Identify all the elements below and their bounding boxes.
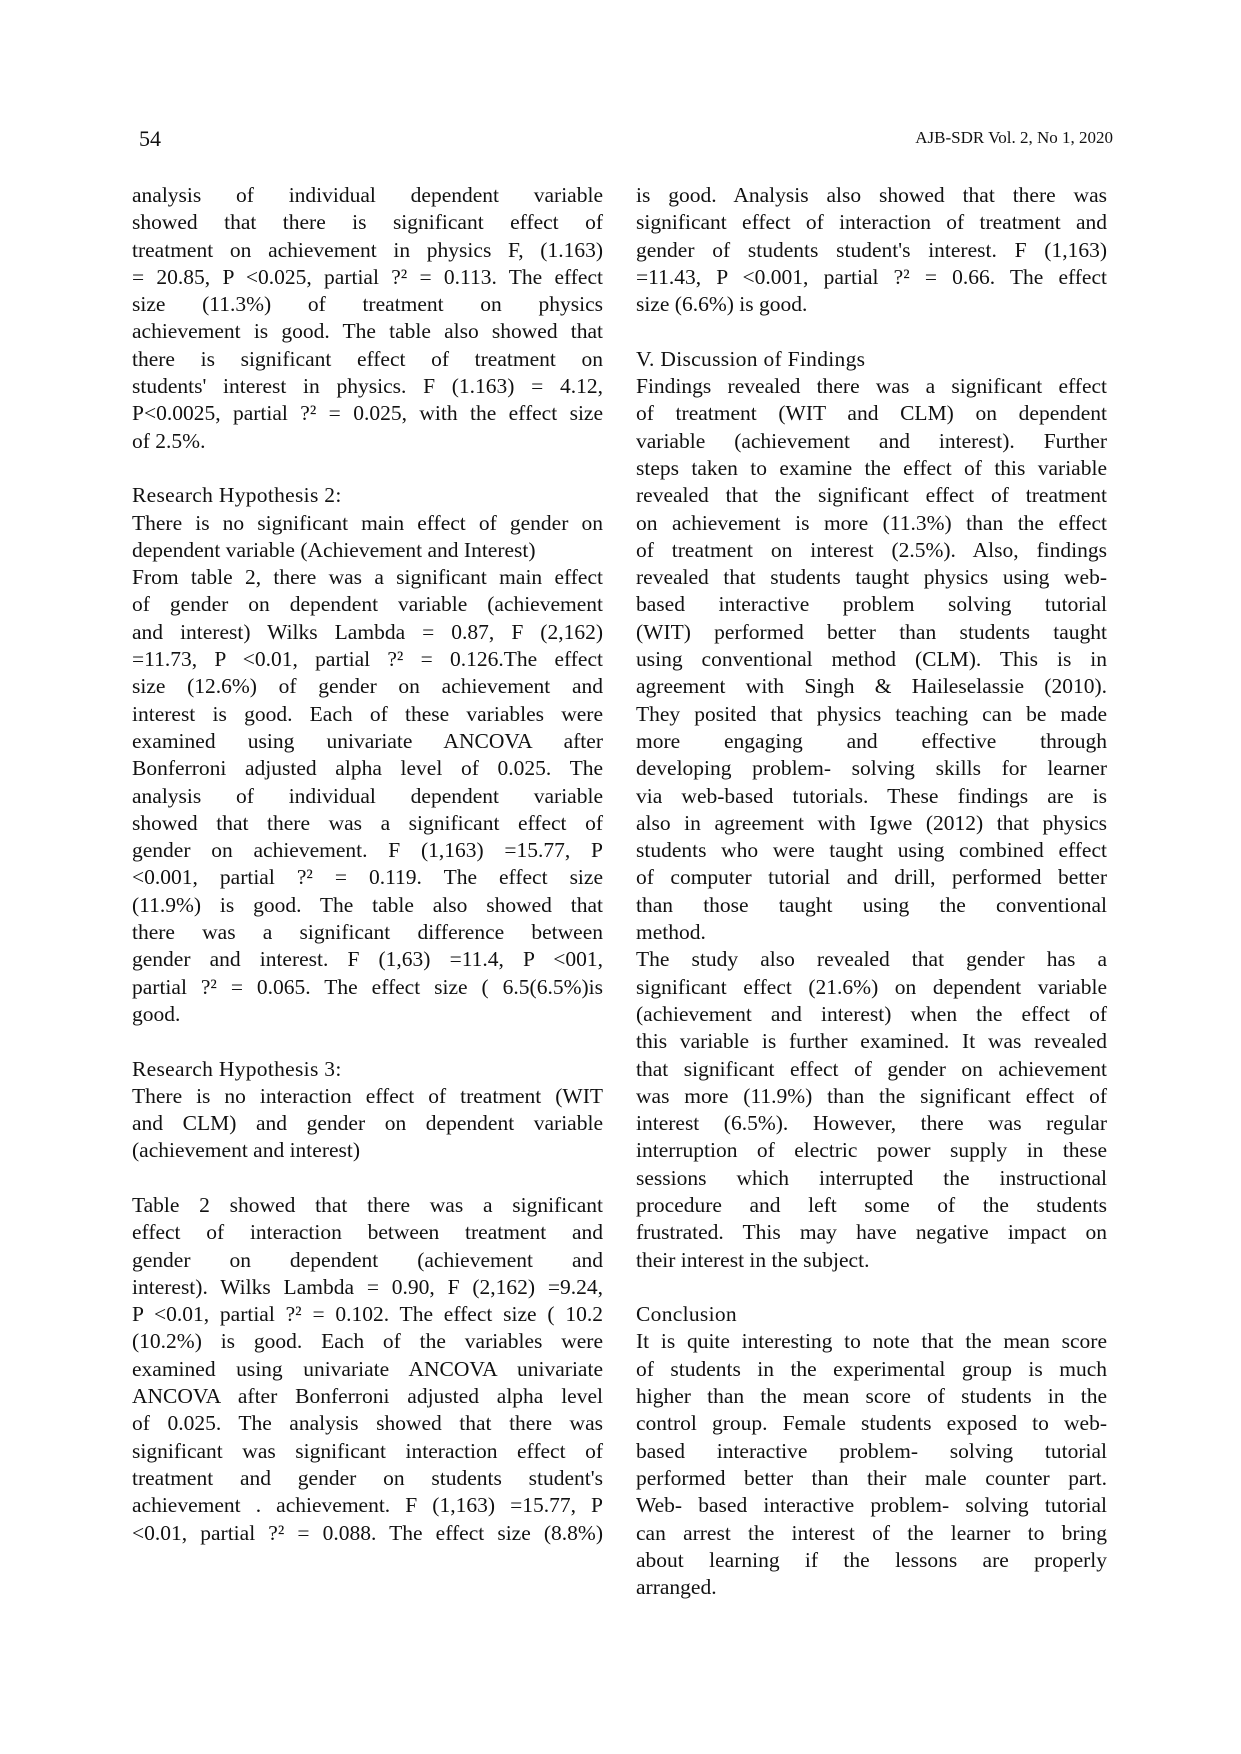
text-line: was more (11.9%) than the significant effect of	[636, 1083, 1107, 1108]
text-line: They posited that physics teaching can be made	[636, 701, 1107, 726]
text-line: there is significant effect of treatment on	[132, 346, 603, 371]
text-line: of 0.025. The analysis showed that there was	[132, 1411, 603, 1436]
text-line: is good. Analysis also showed that there was	[636, 183, 1107, 207]
text-line: Table 2 showed that there was a significant	[132, 1192, 603, 1217]
paragraph-gap	[132, 1028, 603, 1055]
text-line: P<0.0025, partial ?² = 0.025, with the effect size	[132, 401, 603, 426]
section-heading: Conclusion	[636, 1302, 737, 1327]
text-line: From table 2, there was a significant main effect	[132, 565, 603, 590]
left-column	[132, 182, 603, 1547]
text-line: about learning if the lessons are properly	[636, 1547, 1107, 1572]
text-line: that significant effect of gender on achievement	[636, 1056, 1107, 1081]
text-line: sessions which interrupted the instructional	[636, 1165, 1107, 1190]
text-line: =11.43, P <0.001, partial ?² = 0.66. The effect	[636, 264, 1107, 289]
text-line: of treatment on interest (2.5%). Also, findings	[636, 537, 1107, 562]
text-line: The study also revealed that gender has a	[636, 947, 1107, 972]
text-line: analysis of individual dependent variable	[132, 783, 603, 808]
text-line: It is quite interesting to note that the mean score	[636, 1329, 1107, 1354]
paragraph	[132, 564, 603, 1028]
paragraph	[636, 946, 1107, 1274]
text-line: agreement with Singh & Haileselassie (2010).	[636, 674, 1107, 699]
text-line: <0.001, partial ?² = 0.119. The effect size	[132, 865, 603, 890]
text-line: size (12.6%) of gender on achievement and	[132, 674, 603, 699]
text-line: = 20.85, P <0.025, partial ?² = 0.113. The effect	[132, 264, 603, 289]
text-line: interest is good. Each of these variables were	[132, 701, 603, 726]
text-line: higher than the mean score of students in the	[636, 1384, 1107, 1409]
text-line: (10.2%) is good. Each of the variables were	[132, 1329, 603, 1354]
text-line: Findings revealed there was a significant effect	[636, 374, 1107, 399]
text-line: ANCOVA after Bonferroni adjusted alpha level	[132, 1384, 603, 1409]
text-line: interest). Wilks Lambda = 0.90, F (2,162) =9.24,	[132, 1274, 603, 1299]
paragraph	[132, 182, 603, 455]
text-line: significant effect (21.6%) on dependent variable	[636, 974, 1107, 999]
paragraph-gap	[132, 455, 603, 482]
text-line: and interest) Wilks Lambda = 0.87, F (2,162)	[132, 619, 603, 644]
text-line: interest (6.5%). However, there was regular	[636, 1111, 1107, 1136]
text-line: gender on achievement. F (1,163) =15.77, P	[132, 838, 603, 863]
text-line: revealed that the significant effect of treatment	[636, 483, 1107, 508]
text-line: significant effect of interaction of treatment and	[636, 210, 1107, 235]
text-line: developing problem- solving skills for learner	[636, 756, 1107, 781]
text-line: of treatment (WIT and CLM) on dependent	[636, 401, 1107, 426]
text-line: students who were taught using combined effect	[636, 838, 1107, 863]
text-line: showed that there is significant effect of	[132, 210, 603, 235]
text-line: P <0.01, partial ?² = 0.102. The effect size ( 10.2	[132, 1302, 603, 1327]
text-line: steps taken to examine the effect of this variable	[636, 455, 1107, 480]
text-line: size (11.3%) of treatment on physics	[132, 292, 603, 317]
paragraph	[132, 510, 603, 565]
text-line: <0.01, partial ?² = 0.088. The effect size (8.8%)	[132, 1520, 603, 1545]
text-line: revealed that students taught physics using web-	[636, 565, 1107, 590]
text-line: based interactive problem- solving tutorial	[636, 1438, 1107, 1463]
text-line: showed that there was a significant effect of	[132, 810, 603, 835]
text-line: achievement is good. The table also showed that	[132, 319, 603, 344]
text-line: based interactive problem solving tutorial	[636, 592, 1107, 617]
text-line: examined using univariate ANCOVA univariate	[132, 1356, 603, 1381]
text-line: treatment and gender on students student's	[132, 1465, 603, 1490]
section-heading: V. Discussion of Findings	[636, 346, 866, 371]
text-line: more engaging and effective through	[636, 728, 1107, 753]
text-line: via web-based tutorials. These findings are is	[636, 783, 1107, 808]
text-line: variable (achievement and interest). Further	[636, 428, 1107, 453]
text-line: good.	[132, 1001, 181, 1026]
text-line: There is no significant main effect of gender on	[132, 510, 603, 535]
text-line: on achievement is more (11.3%) than the effect	[636, 510, 1107, 535]
text-line: their interest in the subject.	[636, 1247, 870, 1272]
text-line: control group. Female students exposed to web-	[636, 1411, 1107, 1436]
text-line: analysis of individual dependent variable	[132, 183, 603, 207]
text-line: using conventional method (CLM). This is in	[636, 647, 1107, 672]
paragraph	[636, 373, 1107, 946]
paragraph-gap	[636, 1274, 1107, 1301]
paragraph-gap	[132, 1165, 603, 1192]
right-column	[636, 182, 1107, 1601]
paragraph	[636, 1328, 1107, 1601]
text-line: this variable is further examined. It was revealed	[636, 1029, 1107, 1054]
text-line: of students in the experimental group is much	[636, 1356, 1107, 1381]
section-heading: Research Hypothesis 2:	[132, 483, 342, 508]
text-line: of computer tutorial and drill, performed better	[636, 865, 1107, 890]
text-line: significant was significant interaction effect of	[132, 1438, 603, 1463]
text-line: there was a significant difference between	[132, 920, 603, 945]
paragraph	[132, 1192, 603, 1547]
page-number: 54	[139, 126, 161, 151]
text-line: size (6.6%) is good.	[636, 292, 808, 317]
text-line: Web- based interactive problem- solving tutorial	[636, 1493, 1107, 1518]
text-line: gender of students student's interest. F (1,163)	[636, 237, 1107, 262]
running-header: AJB-SDR Vol. 2, No 1, 2020	[915, 128, 1113, 147]
text-line: also in agreement with Igwe (2012) that physics	[636, 810, 1107, 835]
text-line: (WIT) performed better than students taught	[636, 619, 1107, 644]
text-line: of 2.5%.	[132, 428, 206, 453]
text-line: arranged.	[636, 1575, 717, 1600]
text-line: than those taught using the conventional	[636, 892, 1107, 917]
text-line: examined using univariate ANCOVA after	[132, 728, 603, 753]
text-line: (11.9%) is good. The table also showed that	[132, 892, 603, 917]
section-heading: Research Hypothesis 3:	[132, 1056, 342, 1081]
text-line: performed better than their male counter part.	[636, 1465, 1107, 1490]
paragraph	[132, 1083, 603, 1165]
text-line: frustrated. This may have negative impact on	[636, 1220, 1107, 1245]
text-line: achievement . achievement. F (1,163) =15.77, P	[132, 1493, 603, 1518]
text-line: =11.73, P <0.01, partial ?² = 0.126.The effect	[132, 647, 603, 672]
text-line: partial ?² = 0.065. The effect size ( 6.5(6.5%)is	[132, 974, 603, 999]
text-line: effect of interaction between treatment and	[132, 1220, 603, 1245]
text-line: students' interest in physics. F (1.163) = 4.12,	[132, 374, 603, 399]
text-line: gender and interest. F (1,63) =11.4, P <001,	[132, 947, 603, 972]
text-line: interruption of electric power supply in these	[636, 1138, 1107, 1163]
paragraph	[636, 182, 1107, 318]
text-line: (achievement and interest)	[132, 1138, 361, 1163]
text-line: method.	[636, 920, 706, 945]
paragraph-gap	[636, 318, 1107, 345]
text-line: dependent variable (Achievement and Interest)	[132, 537, 536, 562]
text-line: treatment on achievement in physics F, (1.163)	[132, 237, 603, 262]
text-line: gender on dependent (achievement and	[132, 1247, 603, 1272]
text-line: of gender on dependent variable (achievement	[132, 592, 603, 617]
text-line: can arrest the interest of the learner to bring	[636, 1520, 1107, 1545]
text-line: and CLM) and gender on dependent variable	[132, 1111, 603, 1136]
text-line: (achievement and interest) when the effect of	[636, 1001, 1107, 1026]
text-line: Bonferroni adjusted alpha level of 0.025. The	[132, 756, 603, 781]
text-line: There is no interaction effect of treatment (WIT	[132, 1083, 603, 1108]
text-line: procedure and left some of the students	[636, 1192, 1107, 1217]
